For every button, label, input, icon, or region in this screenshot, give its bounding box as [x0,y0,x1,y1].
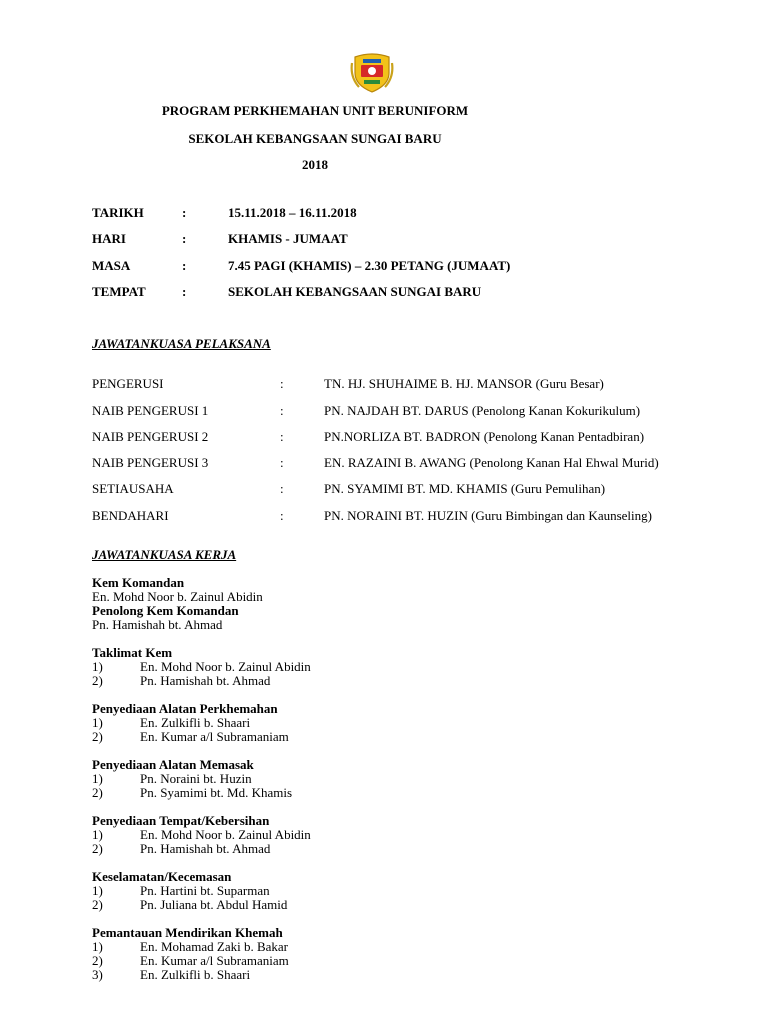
committee-role: BENDAHARI [92,508,169,523]
member-number: 1) [92,715,103,730]
member-number: 2) [92,785,103,800]
info-label: TARIKH [92,205,144,220]
info-label: TEMPAT [92,284,146,299]
doc-year: 2018 [302,157,328,172]
committee-role: NAIB PENGERUSI 3 [92,455,209,470]
info-value: KHAMIS - JUMAAT [228,231,348,246]
pelaksana-heading: JAWATANKUASA PELAKSANA [92,336,271,351]
member-name: Pn. Syamimi bt. Md. Khamis [140,785,293,800]
group-title: Penyediaan Alatan Memasak [92,757,254,772]
committee-role: SETIAUSAHA [92,481,174,496]
info-value: 7.45 PAGI (KHAMIS) – 2.30 PETANG (JUMAAT) [228,258,511,273]
member-name: En. Kumar a/l Subramaniam [140,953,289,968]
committee-colon: : [280,481,284,496]
school-name: SEKOLAH KEBANGSAAN SUNGAI BARU [188,131,442,146]
committee-colon: : [280,508,284,523]
info-colon: : [182,205,187,220]
kerja-heading: JAWATANKUASA KERJA [92,547,237,562]
member-name: Pn. Noraini bt. Huzin [140,771,252,786]
member-name: En. Zulkifli b. Shaari [140,967,251,982]
member-name: Pn. Juliana bt. Abdul Hamid [140,897,288,912]
member-name: Pn. Hamishah bt. Ahmad [140,841,271,856]
member-number: 2) [92,953,103,968]
doc-title: PROGRAM PERKHEMAHAN UNIT BERUNIFORM [161,103,469,118]
school-crest-logo [349,51,395,93]
member-number: 1) [92,827,103,842]
group-title: Taklimat Kem [92,645,173,660]
member-name: Pn. Hartini bt. Suparman [140,883,270,898]
kem-komandan-name: En. Mohd Noor b. Zainul Abidin [92,589,263,604]
member-number: 1) [92,771,103,786]
committee-colon: : [280,403,284,418]
info-value: 15.11.2018 – 16.11.2018 [228,205,357,220]
member-number: 1) [92,659,103,674]
kem-komandan-label: Kem Komandan [92,575,185,590]
info-value: SEKOLAH KEBANGSAAN SUNGAI BARU [228,284,482,299]
group-title: Keselamatan/Kecemasan [92,869,232,884]
committee-member: PN. SYAMIMI BT. MD. KHAMIS (Guru Pemulihan) [324,481,606,496]
penolong-kem-komandan-name: Pn. Hamishah bt. Ahmad [92,617,223,632]
info-colon: : [182,231,187,246]
info-colon: : [182,284,187,299]
member-number: 2) [92,729,103,744]
member-number: 2) [92,841,103,856]
member-number: 1) [92,939,103,954]
member-name: En. Kumar a/l Subramaniam [140,729,289,744]
committee-role: NAIB PENGERUSI 1 [92,403,209,418]
committee-member: EN. RAZAINI B. AWANG (Penolong Kanan Hal Ehwal Murid) [324,455,659,470]
member-name: En. Zulkifli b. Shaari [140,715,251,730]
member-number: 3) [92,967,103,982]
info-label: HARI [92,231,126,246]
info-label: MASA [92,258,131,273]
member-number: 1) [92,883,103,898]
member-name: En. Mohd Noor b. Zainul Abidin [140,659,311,674]
committee-colon: : [280,429,284,444]
member-number: 2) [92,897,103,912]
committee-role: NAIB PENGERUSI 2 [92,429,209,444]
member-number: 2) [92,673,103,688]
member-name: Pn. Hamishah bt. Ahmad [140,673,271,688]
committee-member: PN. NORAINI BT. HUZIN (Guru Bimbingan dan Kaunseling) [324,508,652,523]
committee-colon: : [280,376,284,391]
group-title: Pemantauan Mendirikan Khemah [92,925,283,940]
committee-member: PN.NORLIZA BT. BADRON (Penolong Kanan Pentadbiran) [324,429,645,444]
group-title: Penyediaan Tempat/Kebersihan [92,813,270,828]
member-name: En. Mohamad Zaki b. Bakar [140,939,289,954]
info-colon: : [182,258,187,273]
member-name: En. Mohd Noor b. Zainul Abidin [140,827,311,842]
group-title: Penyediaan Alatan Perkhemahan [92,701,278,716]
committee-role: PENGERUSI [92,376,164,391]
committee-member: PN. NAJDAH BT. DARUS (Penolong Kanan Kokurikulum) [324,403,641,418]
penolong-kem-komandan-label: Penolong Kem Komandan [92,603,239,618]
committee-member: TN. HJ. SHUHAIME B. HJ. MANSOR (Guru Besar) [324,376,604,391]
committee-colon: : [280,455,284,470]
